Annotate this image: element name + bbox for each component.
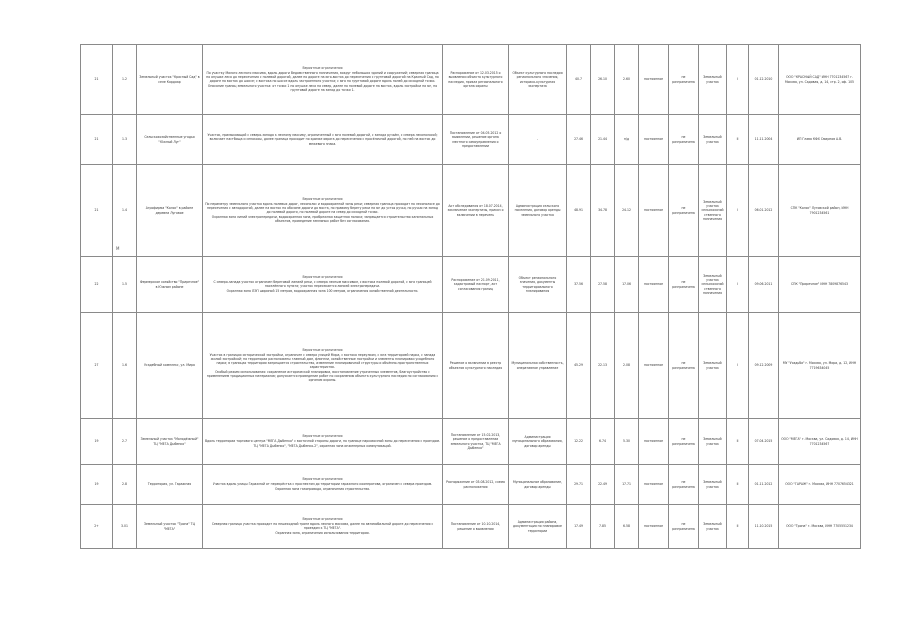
row-number: 21 [81,165,113,257]
description-extra: Охранная зона ЛЭП шириной 15 метров, водоохранная зона 100 метров, ограничения хозяйственной деятельности. [226,288,419,293]
table-row [81,505,861,549]
registration-date: 11.11.2004 [749,115,779,165]
description-body: Вдоль территории торгового центра "МЕГА Дыбенко" с восточной стороны дороги, по границе парковочной зоны до пересечения с проездом. [205,439,440,444]
use-type: постоянное [639,165,669,257]
area-value: 45.29 [567,313,591,419]
description-body: Северная граница участка проходит по пешеходной тропе вдоль лесного массива, далее по автомобильной дороге до пересечения с проездом к ТЦ "МЕГА". [211,522,434,531]
land-kind: Земельный участок сельскохозяйственного назначения [699,257,727,313]
object-name: Фермерское хозяйство "Приречное" в Южном районе [137,257,203,313]
land-category: не разграничена [669,45,699,115]
description-body: По участку Малого лесного массива, вдоль дороги Ведомственного назначения, вокруг небольших зданий и сооружений; северная граница по опушке леса до пересечения с полевой дорогой, далее по дороге на юго-восток до пересечения с грунтовой дорогой на Красный Сад, по дороге на восток до шоссе; с востока по шоссе вдоль застроенного участка; с юга по грунтовой дороге вдоль полей до исходной точки. [206,70,439,84]
land-kind: Земельный участок [699,419,727,465]
description-heading: Вероятные ограничения [302,347,343,352]
organization: ООО "МЕГА" г. Москва, ул. Садовая, д. 14, ИНН 7701234567 [779,419,861,465]
hazard-class: I [727,257,749,313]
land-category: не разграничена [669,115,699,165]
land-kind: Земельный участок [699,115,727,165]
value-1: 21.44 [591,115,615,165]
basis-document: Решение о включении в реестр объектов культурного наследия [443,313,509,419]
description-extra: ТЦ "МЕГА Дыбенко", "МЕГА Дыбенко-2", охранная зона инженерных коммуникаций. [253,443,392,448]
use-type: постоянное [639,419,669,465]
organization: ООО "Тропа" г. Москва, ИНН 7705551234 [779,505,861,549]
area-value: 12.22 [567,419,591,465]
description-cell [203,419,443,465]
owner-info: Администрация сельского поселения, договор аренды земельного участка [509,165,567,257]
hazard-class: I [727,313,749,419]
land-category: не разграничена [669,165,699,257]
description-heading: Вероятные ограничения [302,197,343,202]
use-type: постоянное [639,465,669,505]
value-2: 6.58 [615,505,639,549]
row-code: 3.01 [113,505,137,549]
row-code: 1.2 [113,45,137,115]
area-value: 48.91 [567,165,591,257]
description-heading: Вероятные ограничения [302,517,343,522]
description-body: С северо-запада участок ограничен береговой линией реки, с севера лесным массивом, с востока полевой дорогой, с юга границей населённого пункта; участок пересекается линией электропередачи. [213,280,432,289]
land-category: не разграничена [669,419,699,465]
area-value: 17.49 [567,505,591,549]
area-value: 40.7 [567,45,591,115]
table-row [81,165,861,257]
hazard-class: II [727,505,749,549]
basis-document: Распоряжение от 12.03.2015 о выявлении объекта культурного наследия, приказ регионального органа охраны [443,45,509,115]
table-row [81,313,861,419]
margin-mark: М [116,246,120,251]
basis-document: Постановление от 10.10.2014, решение о выявлении [443,505,509,549]
value-1: 27.58 [591,257,615,313]
value-1: 22.49 [591,465,615,505]
object-name: Территория, ул. Гаражная [137,465,203,505]
value-2: 17.06 [615,257,639,313]
organization: ИП Глава КФХ Смирнов А.В. [779,115,861,165]
registry-table [80,44,861,549]
registration-date: 01.12.2010 [749,45,779,115]
value-2: 24.12 [615,165,639,257]
object-name: Земельный участок "Тропа" ТЦ "МЕГА" [137,505,203,549]
description-body: По периметру земельного участка вдоль полевых дорог, лесополос и водоохранной зоны реки; северная граница проходит по лесополосе до пересечения с автодорогой, далее на восток по обочине дороги до моста, по правому берегу реки на юг до устья ручья, по ручью на запад до полевой дороги, по полевой дороге на север до исходной точки. [205,201,440,215]
value-2: н/д [615,115,639,165]
description-heading: Вероятные ограничения [302,477,343,482]
description-cell [203,257,443,313]
basis-document: Акт обследования от 18.07.2014, заключение экспертизы, приказ о включении в перечень [443,165,509,257]
area-value: 27.46 [567,115,591,165]
land-category: не разграничена [669,465,699,505]
description-heading: Вероятные ограничения [302,434,343,439]
land-category: не разграничена [669,313,699,419]
organization: ООО "ГАРАЖ" г. Москва, ИНН 7707654321 [779,465,861,505]
value-2: 17.71 [615,465,639,505]
value-1: 26.10 [591,45,615,115]
use-type: постоянное [639,45,669,115]
description-extra: Охранная зона линий электропередачи, водоохранная зона, прибрежная защитная полоса; запрещается строительство капитальных объектов, проведение земляных работ без согласования. [211,214,434,224]
area-value: 37.56 [567,257,591,313]
row-number: 21 [81,115,113,165]
object-name: Усадебный комплекс, ул. Мира [137,313,203,419]
land-kind: Земельный участок [699,45,727,115]
row-code: 1.6 [113,313,137,419]
registration-date: 01.11.2012 [749,465,779,505]
row-number: 19 [81,465,113,505]
registration-date: 09.12.2009 [749,313,779,419]
use-type: постоянное [639,115,669,165]
registration-date: 06.01.2012 [749,165,779,257]
area-value: 29.71 [567,465,591,505]
object-name: Земельный участок "Красный Сад" в селе Кордоар [137,45,203,115]
description-extra: Описание границ земельного участка: от точки 1 по опушке леса на север, далее по полевой дороге на восток, вдоль застройки на юг, по грунтовой дороге на запад до точки 1. [207,83,438,93]
description-extra: Охранная зона газопровода, ограничения строительства. [274,486,371,491]
land-kind: Земельный участок сельскохозяйственного назначения [699,165,727,257]
organization: СПК "Приречное" ИНН 7809876543 [779,257,861,313]
basis-document: Распоряжение от 03.08.2012, схема расположения [443,465,509,505]
description-heading: Вероятные ограничения [302,275,343,280]
table-row [81,45,861,115]
value-1: 6.74 [591,419,615,465]
description-cell [203,165,443,257]
row-code: 2.7 [113,419,137,465]
hazard-class: II [727,419,749,465]
basis-document: Распоряжение от 21.09.2011, кадастровый паспорт, акт согласования границ [443,257,509,313]
hazard-class: I [727,165,749,257]
table-row [81,257,861,313]
description-extra: Особый режим использования: сохранение исторической планировки, восстановление утраченных элементов, благоустройство с применением традиционных материалов; допускается проведение работ по сохранению объекта культурного наследия по согласованию с органом охраны. [206,369,439,383]
description-cell [203,465,443,505]
value-2: 2.08 [615,313,639,419]
table-row [81,465,861,505]
registration-date: 07.04.2015 [749,419,779,465]
basis-document: Постановление от 04.05.2012 о выявлении, решение органа местного самоуправления о предоставлении [443,115,509,165]
description-cell [203,313,443,419]
row-number: 27 [81,313,113,419]
organization: ООО "КРАСНЫЙ САД" ИНН 7701234567 г. Москва, ул. Садовая, д. 14, стр. 2, оф. 105 [779,45,861,115]
owner-info: - [509,115,567,165]
value-1: 34.78 [591,165,615,257]
land-kind: Земельный участок [699,465,727,505]
organization: МУ "Усадьба" г. Москва, ул. Мира, д. 12, ИНН 7719634045 [779,313,861,419]
hazard-class: II [727,465,749,505]
row-code: 1.4 [113,165,137,257]
organization: СПК "Колос" Луговской район, ИНН 7901234561 [779,165,861,257]
hazard-class: II [727,115,749,165]
land-category: не разграничена [669,505,699,549]
owner-info: Администрация района, документация по планировке территории [509,505,567,549]
use-type: постоянное [639,505,669,549]
owner-info: Администрация муниципального образования, договор аренды [509,419,567,465]
object-name: Сельскохозяйственные угодья "Южный Луг" [137,115,203,165]
row-code: 2.8 [113,465,137,505]
row-number: 2+ [81,505,113,549]
table-row [81,419,861,465]
row-number: 19 [81,419,113,465]
description-body: Участок, примыкающий с северо-запада к лесному массиву, ограниченный с юга полевой дорогой, с запада ручьём, с севера лесополосой; включает пастбища и сенокосы, далее граница проходит по кромке оврага до пересечения с просёлочной дорогой, по ней на восток до межевого знака. [207,133,438,146]
owner-info: Муниципальная собственность, оперативное управление [509,313,567,419]
row-number: 21 [81,45,113,115]
description-cell [203,505,443,549]
row-code: 1.3 [113,115,137,165]
row-number: 22 [81,257,113,313]
land-kind: Земельный участок [699,313,727,419]
object-name: Агрофирма "Колос" в районе деревни Луговое [137,165,203,257]
owner-info: Муниципальное образование, договор аренды [509,465,567,505]
hazard-class: I [727,45,749,115]
row-code: 1.5 [113,257,137,313]
object-name: Земельный участок "Молодёжный" ТЦ "МЕГА Дыбенко" [137,419,203,465]
value-2: 2.60 [615,45,639,115]
basis-document: Постановление от 15.02.2013, решение о предоставлении земельного участка, ТЦ "МЕГА Дыбенко" [443,419,509,465]
use-type: постоянное [639,313,669,419]
description-body: Участок вдоль улицы Гаражной от перекрёстка с проспектом до территории гаражного кооператива, ограничен с севера проездом. [212,482,433,487]
land-kind: Земельный участок [699,505,727,549]
owner-info: Объект регионального значения, документы территориального планирования [509,257,567,313]
registration-date: 09.06.2011 [749,257,779,313]
land-category: не разграничена [669,257,699,313]
description-extra: Охранная зона, ограничения использования территории. [275,530,370,535]
value-1: 7.85 [591,505,615,549]
registration-date: 11.10.2015 [749,505,779,549]
description-body: Участок в границах исторической застройки, ограничен с севера улицей Мира, с востока переулком, с юга территорией парка, с запада жилой застройкой; на территории расположены главный дом, флигели, хозяйственные постройки и элементы планировки усадебного парка; в границах территории запрещается строительство, изменение планировочной структуры и объёмно-пространственных характеристик. [209,352,436,370]
value-2: 5.30 [615,419,639,465]
description-cell [203,45,443,115]
use-type: постоянное [639,257,669,313]
description-heading: Вероятные ограничения [302,66,343,71]
table-row [81,115,861,165]
owner-info: Объект культурного наследия регионального значения, историко-культурная экспертиза [509,45,567,115]
description-cell [203,115,443,165]
value-1: 22.13 [591,313,615,419]
